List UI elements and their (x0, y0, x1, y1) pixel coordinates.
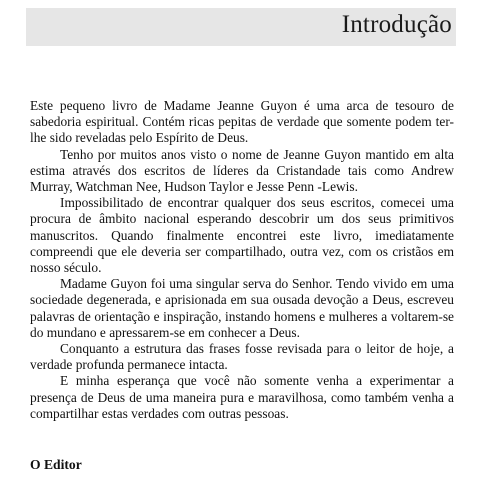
paragraph-3: Impossibilitado de encontrar qualquer dos seus escritos, comecei uma procura de âmbito nacional esperando descobrir um dos seus primitivos manuscritos. Quando finalmente encontrei este livro, imediatamente compreendi que ele deveria ser compartilhado, outra vez, com os cristãos em nosso século. (30, 195, 454, 276)
editor-signature: O Editor (30, 457, 82, 472)
paragraph-1: Este pequeno livro de Madame Jeanne Guyon é uma arca de tesouro de sabedoria espiritual. Contém ricas pepitas de verdade que somente podem ter-lhe sido reveladas pelo Espírito de Deus. (30, 98, 454, 146)
chapter-body (30, 98, 454, 422)
paragraph-2: Tenho por muitos anos visto o nome de Jeanne Guyon mantido em alta estima através dos escritos de líderes da Cristandade tais como Andrew Murray, Watchman Nee, Hudson Taylor e Jesse Penn -Lewis. (30, 146, 454, 195)
chapter-title: Introdução (341, 11, 452, 38)
paragraph-4: Madame Guyon foi uma singular serva do Senhor. Tendo vivido em uma sociedade degenerada, e aprisionada em sua ousada devoção a Deus, escreveu palavras de orientação e inspiração, instando homens e mulheres a voltarem-se do mundano e apressarem-se em conhecer a Deus. (30, 276, 454, 340)
paragraph-6: E minha esperança que você não somente venha a experimentar a presença de Deus de uma maneira pura e maravilhosa, como também venha a compartilhar estas verdades com outras pessoas. (30, 373, 454, 421)
paragraph-5: Conquanto a estrutura das frases fosse revisada para o leitor de hoje, a verdade profunda permanece intacta. (30, 341, 454, 373)
chapter-title-bar (26, 8, 456, 46)
